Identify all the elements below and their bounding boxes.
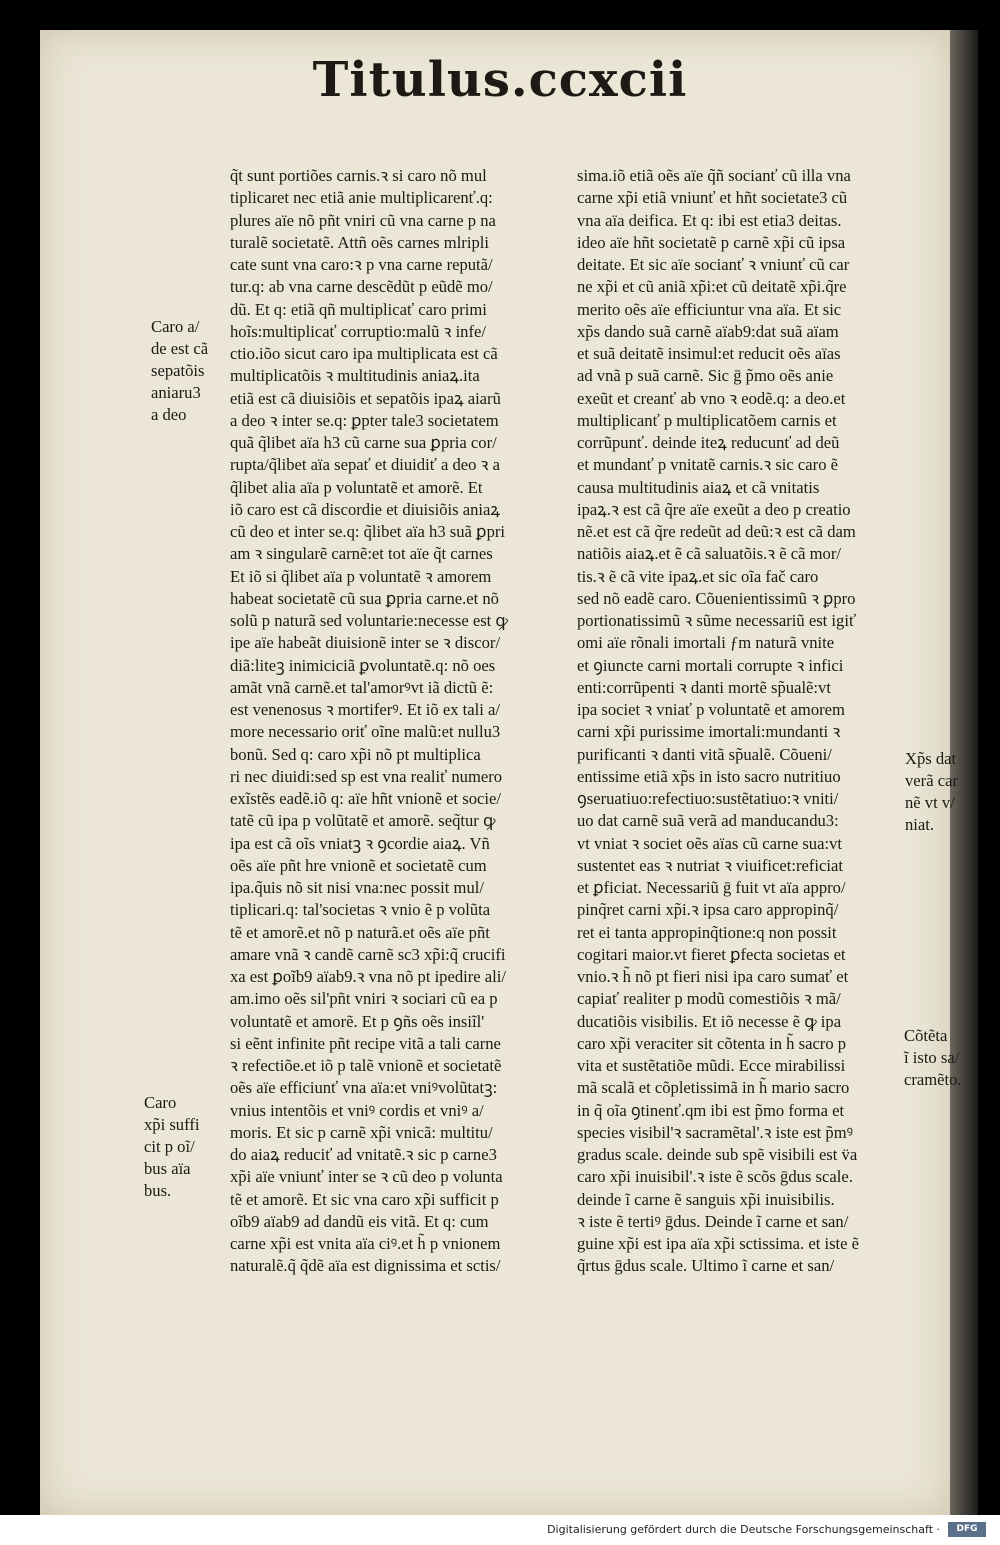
left-column-line: cate sunt vna caro:ꝛ p vna carne reputã/ — [230, 255, 493, 274]
gloss-4-line: cramẽto. — [904, 1070, 962, 1089]
footer-bar — [0, 1515, 1000, 1545]
right-column-line: exeũt et creanť ab vno ꝛ eodẽ.q: a deo.et — [577, 388, 846, 408]
left-column-line: Et iõ si q̃libet aïa p voluntatẽ ꝛ amorem — [230, 566, 492, 586]
gloss-2-line: bus. — [144, 1181, 172, 1200]
right-column-line: multiplicanť p multiplicatõem carnis et — [577, 410, 837, 430]
right-column-line: vnio.ꝛ h̃ nõ pt fieri nisi ipa caro sumať et — [577, 967, 849, 986]
left-column-line: a deo ꝛ inter se.q: ꝑpter tale3 societatem — [230, 410, 499, 430]
dfg-logo-icon: DFG — [948, 1522, 986, 1537]
text-column-right — [577, 165, 910, 1278]
gloss-1-line: a deo — [151, 405, 187, 424]
gloss-4-line: ĩ isto sa/ — [904, 1048, 960, 1067]
right-column-line: ꝯseruatiuo:refectiuo:sustẽtatiuo:ꝛ vniti/ — [577, 789, 839, 808]
left-column-line: plures aïe nõ pñt vniri cũ vna carne p na — [230, 210, 496, 230]
right-column-line: entissime etiã xp̃s in isto sacro nutritiuo — [577, 766, 841, 786]
gloss-1-line: aniaru3 — [151, 383, 201, 402]
right-column-line: sed nõ eadẽ caro. Cõuenientissimũ ꝛ ꝑpro — [577, 588, 856, 608]
right-column-line: guine xp̃i est ipa aïa xp̃i sctissima. et iste ẽ — [577, 1234, 860, 1253]
marginal-gloss-caro-sufficit — [144, 1092, 199, 1202]
left-column-line: carne xp̃i est vnita aïa ciꝰ.et h̃ p vnionem — [230, 1234, 501, 1253]
footer-credit: Digitalisierung gefördert durch die Deutsche Forschungsgemeinschaft · — [547, 1523, 940, 1536]
gloss-3-line: verã car — [905, 771, 958, 790]
right-column-line: caro xp̃i veraciter sit cõtenta in h̃ sacro p — [577, 1033, 847, 1053]
left-column-line: diã:liteꝫ inimiciciã ꝑvoluntatẽ.q: nõ oes — [230, 655, 496, 675]
right-column-line: ducatiõis visibilis. Et iõ necesse ẽ ꝙ ipa — [577, 1011, 842, 1031]
right-column-line: ne xp̃i et cũ aniã xp̃i:et cũ deitatẽ xp̃i.q̃re — [577, 277, 847, 297]
right-column-line: enti:corrũpenti ꝛ danti mortẽ sp̃ualẽ:vt — [577, 677, 831, 697]
right-column-line: nẽ.et est cã q̃re redeũt ad deũ:ꝛ est cã dam — [577, 522, 856, 541]
right-column-line: pinq̃ret carni xp̃i.ꝛ ipsa caro appropinq̃/ — [577, 900, 839, 920]
left-column-line: rupta/q̃libet aïa sepať et diuidiť a deo ꝛ a — [230, 455, 500, 475]
page-header — [0, 52, 1000, 108]
left-column-line: tiplicari.q: tal'societas ꝛ vnio ẽ p volũta — [230, 900, 491, 920]
left-column-line: amare vnã ꝛ candẽ carnẽ sc3 xp̃i:q̃ crucifi — [230, 944, 506, 964]
gloss-2-line: Caro — [144, 1093, 177, 1112]
left-column-line: oẽs aïe pñt hre vnionẽ et societatẽ cum — [230, 855, 487, 875]
marginal-gloss-contenta — [904, 1025, 962, 1091]
left-column-line: etiã est cã diuisiõis et sepatõis ipaꝝ aiarũ — [230, 388, 501, 408]
header-title: Titulus.ccxcii — [312, 52, 688, 108]
left-column-line: ri nec diuidi:sed sp est vna realiť numero — [230, 766, 503, 786]
left-column-line: oẽs aïe efficiunť vna aïa:et vniꝰvolũtatꝫ: — [230, 1078, 498, 1098]
right-column-line: carni xp̃i purissime imortali:mundanti ꝛ — [577, 722, 841, 742]
right-column-line: deinde ĩ carne ẽ sanguis xp̃i inuisibilis. — [577, 1189, 835, 1209]
gloss-2-line: cit p oĩ/ — [144, 1137, 195, 1156]
left-column-line: solũ p naturã sed voluntarie:necesse est ꝙ — [230, 611, 508, 630]
right-column-line: ad vnã p suã carnẽ. Sic ḡ p̃mo oẽs anie — [577, 366, 834, 386]
right-column-line: omi aïe rõnali imortali ƒm naturã vnite — [577, 633, 835, 653]
left-column-line: cũ deo et inter se.q: q̃libet aïa h3 suã ꝑpri — [230, 522, 506, 541]
right-column-line: cogitari maior.vt fieret ꝑfecta societas et — [577, 944, 846, 964]
left-column-line: multiplicatõis ꝛ multitudinis aniaꝝ.ita — [230, 366, 480, 386]
gloss-4-line: Cõtẽta — [904, 1026, 948, 1045]
left-column-line: ipe aïe habeãt diuisionẽ inter se ꝛ discor/ — [230, 633, 501, 653]
text-column-left — [230, 165, 555, 1278]
right-column-line: gradus scale. deinde sub spẽ visibili est v̈a — [577, 1145, 858, 1164]
marginal-gloss-christus-dat — [905, 748, 958, 836]
right-column-line: merito oẽs aïe efficiuntur vna aïa. Et sic — [577, 299, 842, 319]
marginal-gloss-caro-causa — [151, 316, 208, 426]
left-column-line: tatẽ cũ ipa p volũtatẽ et amorẽ. seq̃tur ꝙ — [230, 811, 496, 831]
gloss-2-line: bus aïa — [144, 1159, 191, 1178]
left-column-line: q̃t sunt portiões carnis.ꝛ si caro nõ mul — [230, 166, 487, 185]
left-column-line: naturalẽ.q̃ q̃dẽ aïa est dignissima et sctis/ — [230, 1256, 501, 1276]
gloss-2-line: xp̃i suffi — [144, 1115, 200, 1134]
right-column-line: xp̃s dando suã carnẽ aïab9:dat suã aïam — [577, 321, 839, 341]
right-column-line: sustentet eas ꝛ nutriat ꝛ viuificet:reficiat — [577, 855, 843, 875]
left-column-line: ipa.q̃uis nõ sit nisi vna:nec possit mul/ — [230, 878, 484, 897]
right-column-line: mã scalã et cõpletissimã in h̃ mario sacro — [577, 1078, 850, 1098]
right-column-line: vita et sustẽtatiõe mũdi. Ecce mirabilissi — [577, 1056, 846, 1075]
left-column-line: exĩstẽs eadẽ.iõ q: aïe hñt vnionẽ et socie/ — [230, 789, 501, 808]
right-column-line: ret ei tanta appropinq̃tione:q non possit — [577, 922, 837, 942]
left-column-line: quã q̃libet aïa h3 cũ carne sua ꝑpria cor/ — [230, 433, 497, 452]
left-column-line: ctio.iõo sicut caro ipa multiplicata est cã — [230, 344, 498, 363]
left-column-line: xp̃i aïe vniunť inter se ꝛ cũ deo p volunta — [230, 1167, 503, 1187]
right-column-line: capiať realiter p modũ comestiõis ꝛ mã/ — [577, 989, 841, 1009]
left-column-line: ipa est cã oĩs vniatꝫ ꝛ ꝯcordie aiaꝝ. Vñ — [230, 833, 490, 853]
gloss-3-line: niat. — [905, 815, 935, 834]
right-column-line: sima.iõ etiã oẽs aïe q̃ñ socianť cũ illa vna — [577, 166, 851, 185]
right-column-line: caro xp̃i inuisibil'.ꝛ iste ẽ scõs ḡdus scale. — [577, 1167, 853, 1187]
right-column-line: ipaꝝ.ꝛ est cã q̃re aïe exeũt a deo p creatio — [577, 499, 851, 519]
left-column-line: q̃libet alia aïa p voluntatẽ et amorẽ. Et — [230, 477, 483, 497]
left-column-line: vnius intentõis et vniꝰ cordis et vniꝰ a/ — [230, 1100, 484, 1120]
right-column-line: causa multitudinis aiaꝝ et cã vnitatis — [577, 477, 820, 497]
left-column-line: tiplicaret nec etiã anie multiplicarenť.q: — [230, 188, 493, 208]
gloss-3-line: nẽ vt v/ — [905, 793, 955, 812]
left-column-line: tẽ et amorẽ. Et sic vna caro xp̃i sufficit p — [230, 1189, 499, 1209]
left-column-line: tur.q: ab vna carne descẽdũt p eũdẽ mo/ — [230, 277, 493, 297]
right-column-line: ꝛ iste ẽ tertiꝰ ḡdus. Deinde ĩ carne et san/ — [577, 1211, 849, 1231]
right-column-line: ideo aïe hñt societatẽ p carnẽ xp̃i cũ ipsa — [577, 232, 846, 252]
right-column-line: deitate. Et sic aïe socianť ꝛ vniunť cũ car — [577, 255, 850, 274]
left-column-line: tẽ et amorẽ.et nõ p naturã.et oẽs aïe pñt — [230, 922, 490, 942]
right-column-line: natiõis aiaꝝ.et ẽ cã saluatõis.ꝛ ẽ cã mor/ — [577, 544, 841, 564]
right-column-line: tis.ꝛ ẽ cã vite ipaꝝ.et sic oĩa fač caro — [577, 566, 819, 586]
left-column-line: more necessario oriť oĩne malũ:et nullu3 — [230, 722, 501, 742]
left-column-line: voluntatẽ et amorẽ. Et p ꝯñs oẽs insiĩl' — [230, 1011, 485, 1031]
right-column-line: in q̃ oĩa ꝯtinenť.qm ibi est p̃mo forma et — [577, 1100, 845, 1120]
right-column-line: species visibil'ꝛ sacramẽtal'.ꝛ iste est p̃mꝰ — [577, 1122, 853, 1142]
gloss-1-line: de est cã — [151, 339, 209, 358]
gloss-1-line: sepatõis — [151, 361, 205, 380]
gloss-3-line: Xp̃s dat — [905, 749, 957, 768]
right-column-line: vt vniat ꝛ societ oẽs aïas cũ carne sua:vt — [577, 833, 842, 853]
left-column-line: amãt vnã carnẽ.et tal'amorꝰvt iã dictũ ẽ: — [230, 677, 494, 697]
right-column-line: et mundanť p vnitatẽ carnis.ꝛ sic caro ẽ — [577, 455, 839, 475]
left-column-line: ꝛ refectiõe.et iõ p talẽ vnionẽ et societatẽ — [230, 1056, 502, 1075]
left-column-line: dũ. Et q: etiã qñ multiplicať caro primi — [230, 299, 487, 319]
left-column-line: do aiaꝝ reduciť ad vnitatẽ.ꝛ sic p carne3 — [230, 1145, 497, 1164]
gloss-1-line: Caro a/ — [151, 317, 200, 336]
right-column-line: purificanti ꝛ danti vitã sp̃ualẽ. Cõueni/ — [577, 744, 832, 764]
left-column-line: moris. Et sic p carnẽ xp̃i vnicã: multitu/ — [230, 1122, 493, 1142]
left-column-line: oĩb9 aïab9 ad dandũ eis vitã. Et q: cum — [230, 1211, 489, 1231]
left-column-line: xa est ꝑoĩb9 aïab9.ꝛ vna nõ pt ipedire ali/ — [230, 967, 506, 986]
right-column-line: et ꝑficiat. Necessariũ ḡ fuit vt aïa appro/ — [577, 878, 846, 897]
right-column-line: q̃rtus ḡdus scale. Ultimo ĩ carne et san/ — [577, 1256, 835, 1276]
left-column-line: am.imo oẽs sil'pñt vniri ꝛ sociari cũ ea p — [230, 989, 498, 1009]
right-column-line: uo dat carnẽ suã verã ad manducandu3: — [577, 811, 839, 831]
left-column-line: hoĩs:multiplicať corruptio:malũ ꝛ infe/ — [230, 321, 486, 341]
left-column-line: am ꝛ singularẽ carnẽ:et tot aïe q̃t carnes — [230, 544, 493, 564]
right-column-line: portionatissimũ ꝛ sũme necessariũ est igiť — [577, 611, 857, 630]
left-column-line: est venenosus ꝛ mortiferꝰ. Et iõ ex tali a/ — [230, 700, 500, 719]
left-column-line: bonũ. Sed q: caro xp̃i nõ pt multiplica — [230, 744, 481, 764]
right-column-line: et suã deitatẽ insimul:et reducit oẽs aïas — [577, 344, 841, 363]
right-column-line: carne xp̃i etiã vniunť et hñt societate3 cũ — [577, 188, 848, 208]
right-column-line: corrũpunť. deinde iteꝝ reducunť ad deũ — [577, 433, 840, 452]
left-column-line: turalẽ societatẽ. Attñ oẽs carnes mlripli — [230, 232, 489, 252]
right-column-line: ipa societ ꝛ vniať p voluntatẽ et amorem — [577, 700, 845, 719]
left-column-line: habeat societatẽ cũ sua ꝑpria carne.et nõ — [230, 588, 499, 608]
left-column-line: iõ caro est cã discordie et diuisiõis aniaꝝ — [230, 499, 500, 519]
left-column-line: si eẽnt infinite pñt recipe vitã a tali carne — [230, 1033, 501, 1053]
right-column-line: vna aïa deifica. Et q: ibi est etia3 deitas. — [577, 210, 842, 230]
right-column-line: et ꝯiuncte carni mortali corrupte ꝛ infici — [577, 655, 844, 675]
